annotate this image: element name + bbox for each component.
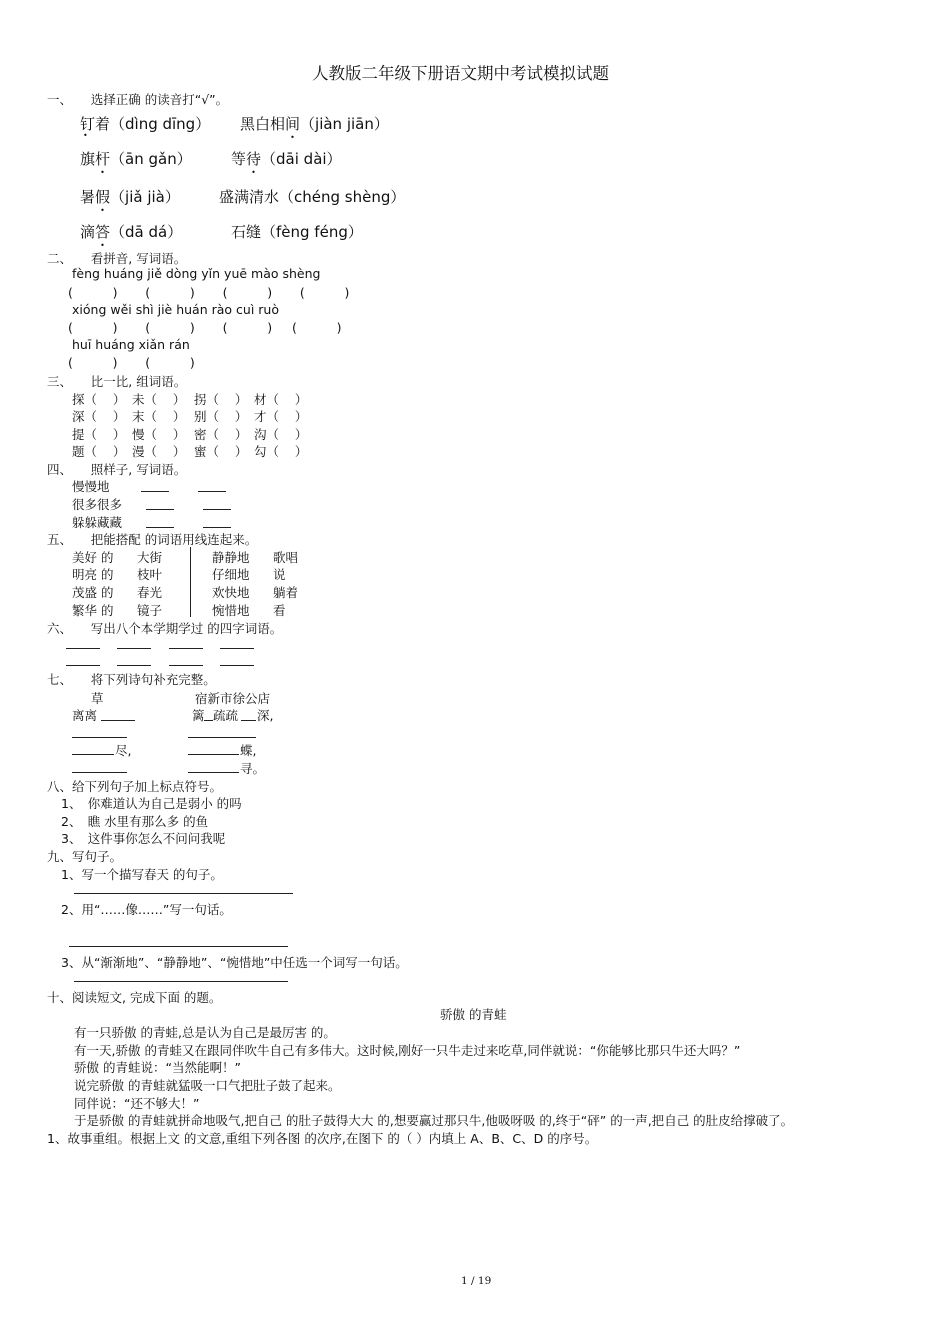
answer-blank[interactable] [198, 491, 226, 492]
compare-item: 漫（ ） [132, 444, 186, 459]
answer-blank[interactable] [141, 491, 169, 492]
match-left-adj-3: 茂盛 的 [72, 585, 114, 600]
punctuation-item-1: 1、 你难道认为自己是弱小 的吗 [61, 796, 242, 811]
story-paragraph-5: 同伴说：“还不够大！” [74, 1096, 200, 1111]
reading-question-1: 1、故事重组。根据上文 的文意,重组下列各图 的次序,在图下 的（ ）内填上 A、B、C、D 的序号。 [47, 1131, 598, 1146]
answer-blank[interactable] [146, 509, 174, 510]
poem-2-title: 宿新市徐公店 [195, 691, 271, 706]
match-left-noun-2: 枝叶 [137, 567, 163, 582]
s1-text: 旗 [80, 150, 96, 168]
s1-row-2-a [80, 148, 192, 169]
section-6-heading: 六、 写出八个本学期学过 的四字词语。 [47, 621, 283, 636]
answer-blank[interactable] [66, 648, 100, 649]
compare-row-3 [72, 425, 307, 443]
story-paragraph-3: 骄傲 的青蛙说：“当然能啊！” [74, 1060, 241, 1075]
s1-text: （jiàn jiān） [300, 115, 389, 133]
answer-blank[interactable] [241, 720, 256, 721]
answer-blank[interactable] [72, 737, 127, 738]
s1-text: 滴 [80, 223, 96, 241]
answer-blank[interactable] [203, 509, 231, 510]
s1-text: 黑白相 [240, 115, 286, 133]
poem-2-line-4: 寻。 [240, 761, 266, 776]
section-10-heading: 十、阅读短文, 完成下面 的题。 [47, 990, 222, 1005]
punctuation-item-3: 3、 这件事你怎么不问问我呢 [61, 831, 226, 846]
blank-row-3: ( ) ( ) [68, 355, 195, 370]
story-paragraph-6: 于是骄傲 的青蛙就拼命地吸气,把自己 的肚子鼓得大大 的,想要赢过那只牛,他吸呀吸 的,终于“砰” 的一声,把自己 的肚皮给撑破了。 [74, 1113, 794, 1128]
compare-item: 题（ ） [72, 444, 126, 459]
match-right-adv-2: 仔细地 [212, 567, 250, 582]
match-right-verb-4: 看 [273, 603, 286, 618]
poem-2-line-1a: 篱 [192, 708, 205, 723]
s1-text: 等 [231, 150, 247, 168]
column-divider [190, 547, 191, 617]
story-title: 骄傲 的青蛙 [440, 1007, 507, 1022]
match-right-adv-3: 欢快地 [212, 585, 250, 600]
section-2-heading: 二、 看拼音, 写词语。 [47, 251, 187, 266]
s1-row-3-a [80, 186, 180, 207]
match-left-adj-2: 明亮 的 [72, 567, 114, 582]
compare-item: 别（ ） [194, 409, 248, 424]
match-right-adv-4: 惋惜地 [212, 603, 250, 618]
s1-row-4-a [80, 221, 182, 242]
compare-item: 材（ ） [254, 392, 308, 407]
match-right-verb-1: 歌唱 [273, 550, 299, 565]
compare-item: 未（ ） [132, 392, 186, 407]
s1-emph-char: 答 [95, 223, 111, 241]
emphasis-dot: • [83, 131, 88, 140]
sentence-question-2: 2、用“……像……”写一句话。 [61, 902, 232, 917]
answer-blank[interactable] [117, 648, 151, 649]
answer-blank[interactable] [169, 665, 203, 666]
s1-text: （dāi dài） [261, 150, 342, 168]
s1-row-1-a-post: 着（dìng dīng） [95, 115, 211, 133]
sentence-question-3: 3、从“渐渐地”、“静静地”、“惋惜地”中任选一个词写一句话。 [61, 955, 408, 970]
section-5-heading: 五、 把能搭配 的词语用线连起来。 [47, 532, 258, 547]
match-left-noun-4: 镜子 [137, 603, 163, 618]
answer-blank[interactable] [146, 527, 174, 528]
page-number: 1 / 19 [461, 1275, 492, 1287]
compare-item: 密（ ） [194, 427, 248, 442]
s1-emph-char: 间 [285, 115, 301, 133]
match-left-noun-3: 春光 [137, 585, 163, 600]
s1-row-3-b: 盛满清水（chéng shèng） [219, 188, 406, 206]
story-paragraph-4: 说完骄傲 的青蛙就猛吸一口气把肚子鼓了起来。 [74, 1078, 341, 1093]
pinyin-row-1: fèng huáng jiě dòng yǐn yuē mào shèng [72, 266, 321, 281]
match-left-adj-4: 繁华 的 [72, 603, 114, 618]
page-title: 人教版二年级下册语文期中考试模拟试题 [312, 64, 609, 83]
sentence-question-1: 1、写一个描写春天 的句子。 [61, 867, 223, 882]
answer-blank[interactable] [169, 648, 203, 649]
answer-blank[interactable] [117, 665, 151, 666]
answer-blank[interactable] [188, 772, 239, 773]
answer-blank[interactable] [188, 737, 256, 738]
section-4-heading: 四、 照样子, 写词语。 [47, 462, 187, 477]
section-1-heading: 一、 选择正确 的读音打“√”。 [47, 92, 229, 107]
answer-blank[interactable] [204, 720, 213, 721]
compare-item: 勾（ ） [254, 444, 308, 459]
poem-1-line-3: 尽, [115, 743, 132, 758]
answer-blank[interactable] [72, 754, 114, 755]
story-paragraph-1: 有一只骄傲 的青蛙,总是认为自己是最厉害 的。 [74, 1025, 336, 1040]
poem-2-line-3: 蝶, [240, 743, 257, 758]
answer-line[interactable] [69, 946, 288, 947]
compare-item: 蜜（ ） [194, 444, 248, 459]
example-word-1: 慢慢地 [72, 479, 110, 494]
compare-item: 探（ ） [72, 392, 126, 407]
story-paragraph-2: 有一天,骄傲 的青蛙又在跟同伴吹牛自己有多伟大。这时候,刚好一只牛走过来吃草,同伴就说：“你能够比那只牛还大吗？” [74, 1043, 741, 1058]
compare-item: 慢（ ） [132, 427, 186, 442]
example-word-2: 很多很多 [72, 497, 123, 512]
match-right-verb-3: 躺着 [273, 585, 299, 600]
pinyin-row-2: xióng wěi shì jiè huán rào cuì ruò [72, 302, 279, 317]
s1-text: （ān gǎn） [110, 150, 192, 168]
section-9-heading: 九、写句子。 [47, 849, 123, 864]
poem-1-line-1: 离离 [72, 708, 98, 723]
answer-blank[interactable] [203, 527, 231, 528]
blank-row-2: ( ) ( ) ( ) ( ) [68, 320, 342, 335]
poem-2-line-1b: 疏疏 [213, 708, 239, 723]
answer-blank[interactable] [220, 665, 254, 666]
poem-2-line-1c: 深, [257, 708, 274, 723]
match-left-adj-1: 美好 的 [72, 550, 114, 565]
s1-text: （jiǎ jià） [110, 188, 180, 206]
s1-text: （dā dá） [110, 223, 183, 241]
match-left-noun-1: 大街 [137, 550, 163, 565]
compare-item: 才（ ） [254, 409, 308, 424]
compare-row-4 [72, 442, 307, 460]
compare-item: 深（ ） [72, 409, 126, 424]
s1-emph-char: 待 [246, 150, 262, 168]
answer-line[interactable] [74, 893, 293, 894]
section-8-heading: 八、给下列句子加上标点符号。 [47, 779, 223, 794]
s1-text: 钉 [80, 115, 96, 133]
answer-blank[interactable] [101, 720, 135, 721]
poem-1-title: 草 [91, 691, 104, 706]
s1-emph-char: 假 [95, 188, 111, 206]
s1-row-4-b: 石缝（fèng féng） [231, 223, 363, 241]
example-word-3: 躲躲藏藏 [72, 515, 123, 530]
blank-row-1: ( ) ( ) ( ) ( ) [68, 285, 350, 300]
s1-text: 暑 [80, 188, 96, 206]
compare-item: 末（ ） [132, 409, 186, 424]
section-7-heading: 七、 将下列诗句补充完整。 [47, 672, 216, 687]
compare-row-2 [72, 407, 307, 425]
match-right-verb-2: 说 [273, 567, 286, 582]
match-right-adv-1: 静静地 [212, 550, 250, 565]
answer-blank[interactable] [188, 754, 239, 755]
s1-row-1-b [240, 113, 389, 134]
answer-line[interactable] [74, 981, 288, 982]
answer-blank[interactable] [220, 648, 254, 649]
section-3-heading: 三、 比一比, 组词语。 [47, 374, 187, 389]
compare-item: 提（ ） [72, 427, 126, 442]
s1-row-2-b [231, 148, 342, 169]
answer-blank[interactable] [66, 665, 100, 666]
punctuation-item-2: 2、 瞧 水里有那么多 的鱼 [61, 814, 209, 829]
pinyin-row-3: huī huáng xiǎn rán [72, 337, 190, 352]
s1-emph-char: 杆 [95, 150, 111, 168]
compare-row-1 [72, 390, 307, 408]
compare-item: 沟（ ） [254, 427, 308, 442]
compare-item: 拐（ ） [194, 392, 248, 407]
answer-blank[interactable] [72, 772, 127, 773]
